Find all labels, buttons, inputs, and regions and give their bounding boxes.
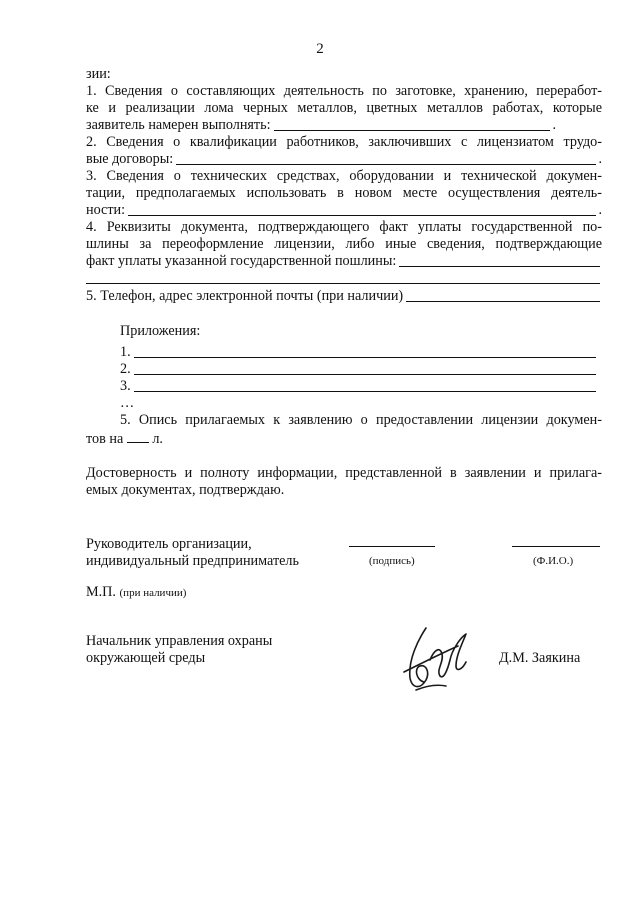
signature-line[interactable] <box>349 546 435 547</box>
official-name: Д.М. Заякина <box>499 650 581 666</box>
item3-line3: ности: <box>86 202 126 218</box>
appendix-title: Приложения: <box>120 323 201 339</box>
item1-blank[interactable] <box>274 129 551 131</box>
item2-blank[interactable] <box>176 163 596 165</box>
item2-line2: вые договоры: <box>86 151 174 167</box>
item1-line2: ке и реализации лома черных металлов, цветных металлов работах, которые <box>86 100 602 116</box>
appendix-row-1-number: 1. <box>120 344 131 360</box>
handwritten-signature <box>396 620 474 698</box>
item3-end: . <box>598 202 602 218</box>
item3-field[interactable] <box>86 202 602 219</box>
head-title-line1: Руководитель организации, <box>86 536 252 552</box>
inventory-line2[interactable] <box>86 429 602 446</box>
appendix-row-3-blank[interactable] <box>134 390 596 392</box>
item1-field[interactable] <box>86 117 602 134</box>
item5-field[interactable] <box>86 288 602 305</box>
official-title-line2: окружающей среды <box>86 650 206 666</box>
stamp-note: (при наличии) <box>119 587 187 599</box>
certify-line1: Достоверность и полноту информации, представленной в заявлении и прилага- <box>86 465 602 481</box>
appendix-row-2-number: 2. <box>120 361 131 377</box>
stamp-main: М.П. <box>86 584 116 600</box>
item1-line3: заявитель намерен выполнять: <box>86 117 271 133</box>
inventory-line1: 5. Опись прилагаемых к заявлению о предоставлении лицензии докумен- <box>120 412 602 428</box>
item3-line1: 3. Сведения о технических средствах, оборудовании и технической докумен- <box>86 168 602 184</box>
official-title-line1: Начальник управления охраны <box>86 633 273 649</box>
appendix-row-1[interactable] <box>120 344 598 361</box>
inventory-prefix: тов на <box>86 431 124 447</box>
appendix-row-2-blank[interactable] <box>134 373 596 375</box>
certification <box>86 465 602 499</box>
item4-line1: 4. Реквизиты документа, подтверждающего факт уплаты государственной по- <box>86 219 602 235</box>
appendix-ellipsis: … <box>120 395 135 411</box>
item3-blank[interactable] <box>128 214 596 216</box>
inventory-suffix: л. <box>152 431 163 447</box>
stamp-label <box>86 584 186 602</box>
item5-blank[interactable] <box>406 300 600 302</box>
item5-label: 5. Телефон, адрес электронной почты (при наличии) <box>86 288 404 304</box>
item1-end: . <box>552 117 556 133</box>
certify-line2: емых документах, подтверждаю. <box>86 482 285 498</box>
fio-caption: (Ф.И.О.) <box>533 555 574 567</box>
item2-line1: 2. Сведения о квалификации работников, заключивших с лицензиатом трудо- <box>86 134 602 150</box>
fio-line[interactable] <box>512 546 600 547</box>
item3-line2: тации, предполагаемых использовать в новом месте осуществления деятель- <box>86 185 602 201</box>
item4-blank[interactable] <box>399 265 600 267</box>
item4-line3: факт уплаты указанной государственной пошлины: <box>86 253 397 269</box>
signature-caption: (подпись) <box>369 555 415 567</box>
item4-continuation-field[interactable] <box>86 270 602 287</box>
inventory-item <box>86 412 602 446</box>
continuation-text: зии: <box>86 66 111 82</box>
item4-blank-continued[interactable] <box>86 282 600 284</box>
appendix-row-3[interactable] <box>120 378 598 395</box>
appendix-row-1-blank[interactable] <box>134 356 596 358</box>
form-body <box>86 66 602 305</box>
head-title-line2: индивидуальный предприниматель <box>86 553 299 569</box>
appendix-section <box>120 323 598 412</box>
appendix-row-2[interactable] <box>120 361 598 378</box>
item2-field[interactable] <box>86 151 602 168</box>
item2-end: . <box>598 151 602 167</box>
inventory-pages-blank[interactable] <box>127 429 149 443</box>
item4-line2: шлины за переоформление лицензии, либо иные сведения, подтверждающие <box>86 236 602 252</box>
page-number: 2 <box>316 41 324 57</box>
item1-line1: 1. Сведения о составляющих деятельность по заготовке, хранению, переработ- <box>86 83 602 99</box>
item4-field[interactable] <box>86 253 602 270</box>
appendix-row-3-number: 3. <box>120 378 131 394</box>
